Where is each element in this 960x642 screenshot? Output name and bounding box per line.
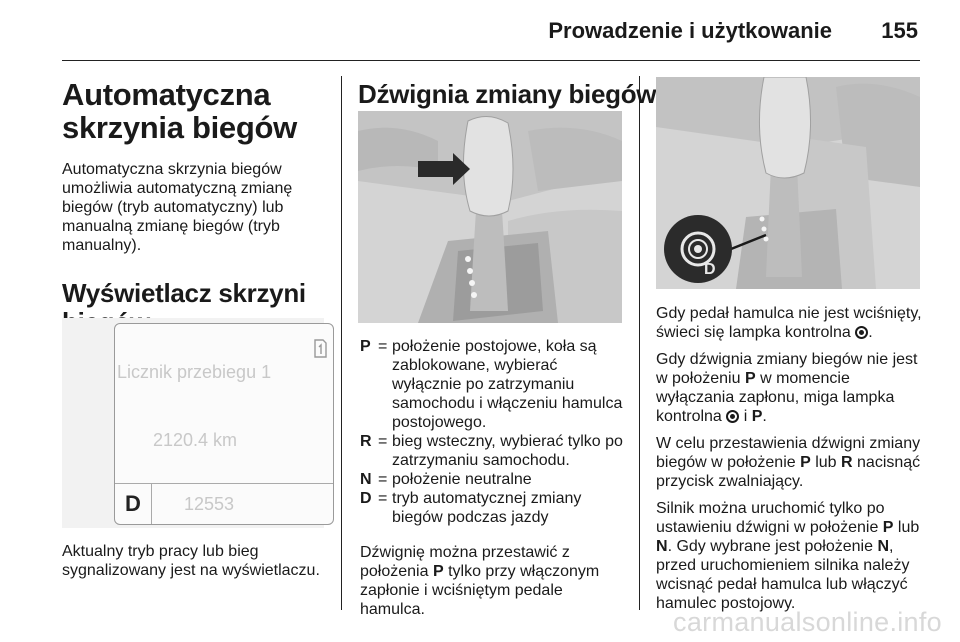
text-run: Gdy dźwignia zmiany biegów nie jest w położeniu [656, 351, 918, 387]
text-run: Dźwignię można przestawić z położenia [360, 544, 570, 580]
definition-text: położenie neutralne [392, 471, 532, 488]
text-run: . [762, 408, 767, 425]
text-run: w momencie wyłączania zapłonu, miga lampka kontrolna [656, 370, 895, 425]
text-run-bold: P [751, 408, 763, 425]
watermark: carmanualsonline.info [673, 607, 942, 637]
section-heading-gear-lever: Dźwignia zmiany biegów [358, 79, 657, 109]
text-run-bold: P [432, 563, 444, 580]
page-number: 155 [881, 18, 918, 43]
gear-lever-lamp-photo [656, 77, 920, 289]
definition-row-r [360, 432, 628, 470]
section-heading-automatic-gearbox: Automatyczna skrzynia biegów [62, 77, 297, 145]
header-rule [62, 60, 920, 61]
ignition-off-paragraph [656, 350, 926, 426]
page-header-title: Prowadzenie i użytkowanie [548, 18, 832, 43]
text-run-bold: N [877, 538, 890, 555]
gearbox-display-illustration [62, 318, 324, 528]
text-run: lub [893, 519, 920, 536]
definition-key: D [360, 490, 372, 507]
instrument-display-screen [114, 323, 334, 525]
definition-key: R [360, 433, 372, 450]
text-run: Silnik można uruchomić tylko po ustawieniu dźwigni w położenie [656, 500, 885, 536]
text-run-bold: R [841, 454, 853, 471]
text-run-bold: P [744, 370, 756, 387]
column-3-text [656, 304, 926, 613]
text-run: Gdy pedał hamulca nie jest wciśnięty, świeci się lampka kontrolna [656, 305, 922, 341]
intro-paragraph: Automatyczna skrzynia biegów umożliwia automatyczną zmianę biegów (tryb automatyczny) lub manualną zmianę biegów (tryb manualny). [62, 161, 293, 254]
total-mileage-value: 12553 [152, 483, 333, 524]
text-run-bold: N [656, 538, 668, 555]
text-run-bold: P [800, 454, 811, 471]
trip-counter-label: Licznik przebiegu 1 [117, 362, 272, 382]
display-caption: Aktualny tryb pracy lub bieg sygnalizowany jest na wyświetlaczu. [62, 543, 320, 579]
definition-equals: = [378, 433, 388, 450]
text-run: i [739, 408, 752, 425]
gear-lever-lamp-illustration [656, 77, 920, 289]
column-1 [62, 78, 330, 337]
gear-lever-illustration [358, 111, 622, 323]
release-button-paragraph [656, 434, 926, 491]
definition-key: P [360, 338, 371, 355]
lever-shift-paragraph [360, 543, 628, 619]
text-run: nacisnąć przycisk zwalniający. [656, 454, 921, 490]
column-divider-1 [341, 76, 342, 610]
brake-pedal-lamp-icon [726, 410, 739, 423]
brake-pedal-lamp-icon [855, 326, 868, 339]
column-divider-2 [639, 76, 640, 610]
definition-text: położenie postojowe, koła są zablokowane, wybierać wyłącznie po zatrzymaniu samochodu i włączeniu hamulca postojowego. [392, 338, 623, 431]
text-run: W celu przestawienia dźwigni zmiany biegów w położenie [656, 435, 921, 471]
text-run-bold: P [882, 519, 894, 536]
definition-row-n [360, 470, 628, 489]
text-run: . Gdy wybrane jest położenie [667, 538, 878, 555]
text-run: tylko przy włączonym zapłonie i wciśniętym pedale hamulca. [360, 563, 600, 618]
brake-lamp-paragraph [656, 304, 926, 342]
definition-row-d [360, 489, 628, 527]
text-run: . [868, 324, 873, 341]
photo-gear-label-d: D [704, 261, 716, 278]
odometer-value: 2120.4 km [153, 430, 238, 450]
definition-key: N [360, 471, 372, 488]
definition-row-p [360, 337, 628, 432]
current-gear-indicator: D [115, 483, 152, 524]
gear-positions-list [360, 337, 628, 619]
subheading-gearbox-display: Wyświetlacz skrzyni [62, 278, 306, 308]
definition-equals: = [378, 471, 388, 488]
engine-start-paragraph [656, 499, 926, 613]
definition-text: bieg wsteczny, wybierać tylko po zatrzymaniu samochodu. [392, 433, 623, 469]
text-run: lub [810, 454, 842, 471]
definition-equals: = [378, 490, 388, 507]
definition-text: tryb automatycznej zmiany biegów podczas jazdy [392, 490, 582, 526]
text-run: , przed uruchomieniem silnika należy wcisnąć pedał hamulca lub włączyć hamulec postojowy. [656, 538, 910, 612]
definition-equals: = [378, 338, 388, 355]
trip-counter-icon [313, 336, 327, 358]
gear-lever-photo [358, 111, 622, 323]
